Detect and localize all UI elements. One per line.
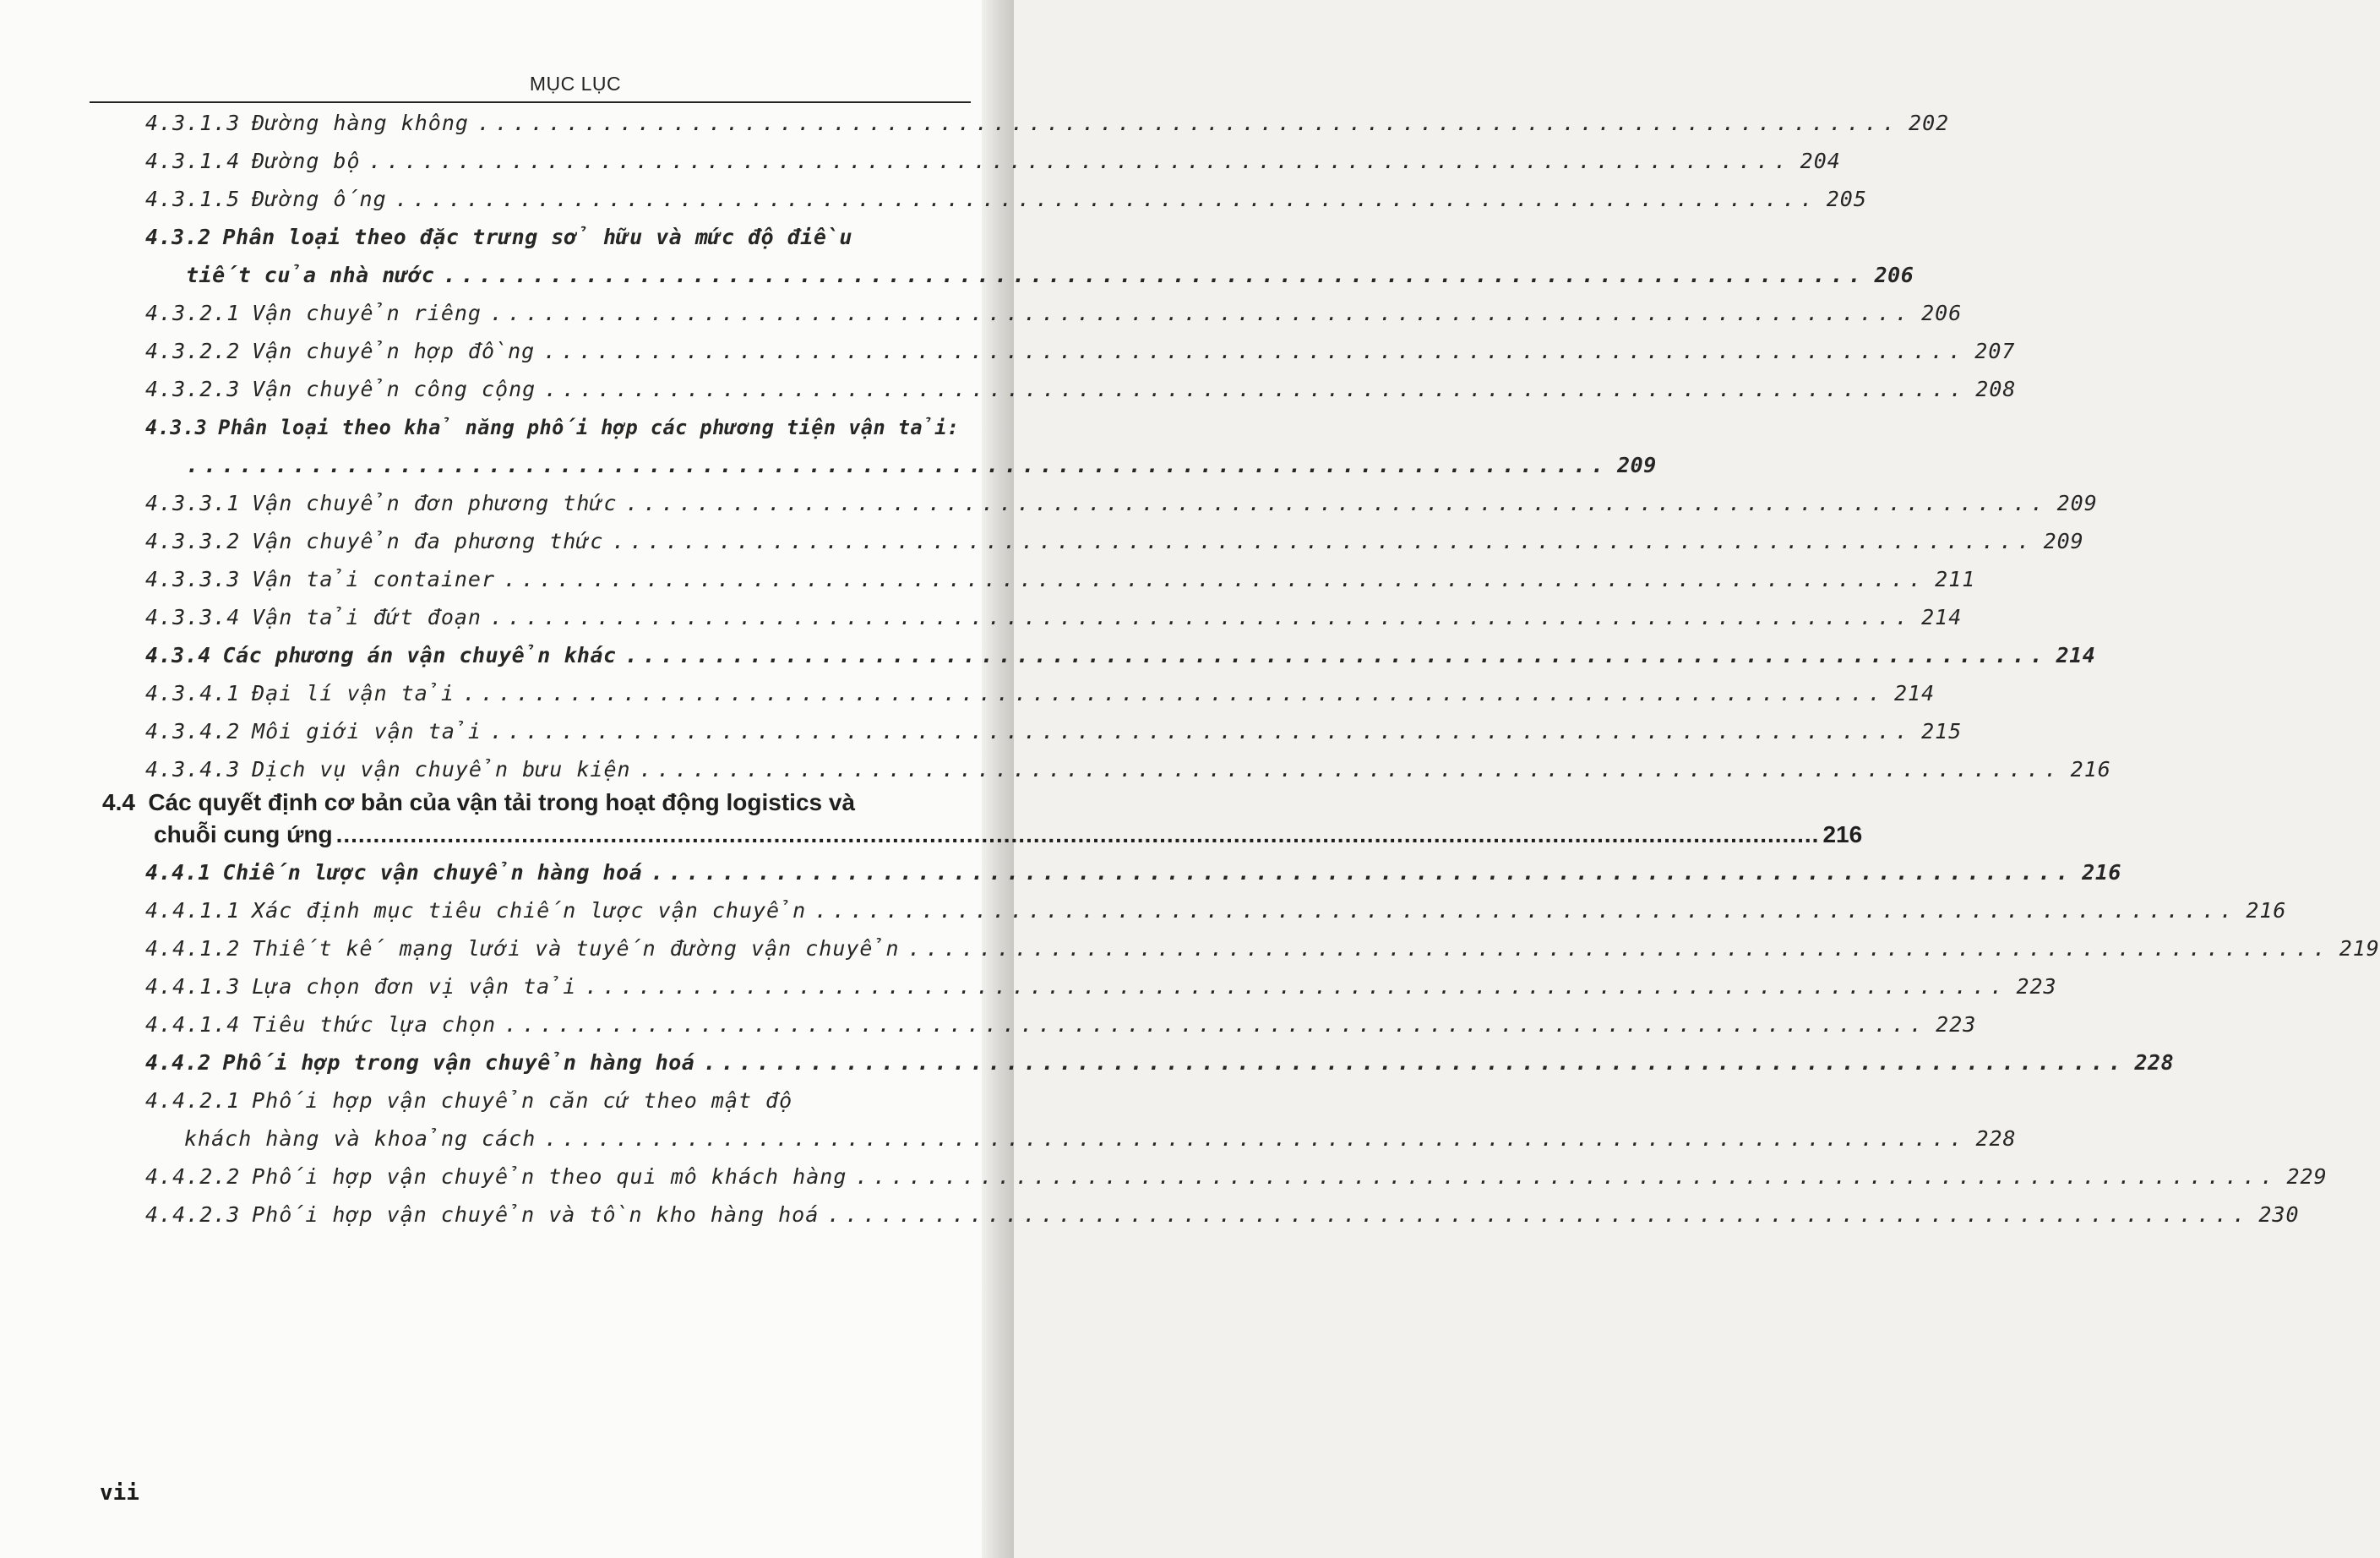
toc-entry-page-number: 205 xyxy=(1826,187,1867,211)
toc-entry-page-number: 216 xyxy=(2246,898,2287,923)
toc-entry-title: Phối hợp trong vận chuyển hàng hoá xyxy=(222,1050,695,1075)
toc-entry[interactable] xyxy=(145,678,1936,709)
toc-entry-page-number: 214 xyxy=(2056,643,2096,667)
dot-leader: ................................................................................ xyxy=(703,1050,2127,1075)
toc-entry-page-number: 209 xyxy=(2043,529,2084,553)
dot-leader: ................................................................................ xyxy=(544,1126,1968,1151)
toc-entry[interactable] xyxy=(145,716,1963,747)
toc-entry-page-number: 229 xyxy=(2286,1164,2328,1189)
toc-entry-page-number: 228 xyxy=(1975,1126,2017,1151)
toc-entry-title: Vận chuyển đơn phương thức xyxy=(252,491,618,515)
dot-leader: ................................................................................ xyxy=(186,453,1609,477)
toc-entry-page-number: 216 xyxy=(1822,821,1863,847)
dot-leader: ................................................................................ xyxy=(462,681,1886,705)
toc-entry[interactable] xyxy=(145,336,2016,367)
toc-entry[interactable] xyxy=(145,146,1841,177)
toc-entry-title: Vận chuyển đa phương thức xyxy=(252,529,604,553)
toc-entry-page-number: 214 xyxy=(1894,681,1936,705)
toc-entry-page-number: 206 xyxy=(1921,301,1963,325)
dot-leader: ................................................................................ xyxy=(651,860,2074,885)
dot-leader: ................................................................................ xyxy=(625,491,2049,515)
toc-entry-page-number: 228 xyxy=(2134,1050,2175,1075)
dot-leader: ................................................................................ xyxy=(827,1202,2251,1227)
toc-entry-title: Xác định mục tiêu chiến lược vận chuyển xyxy=(252,898,807,923)
toc-entry-number: 4.4.2.2 xyxy=(145,1164,241,1189)
toc-entry[interactable] xyxy=(145,488,2098,519)
toc-entry-number: 4.3.1.5 xyxy=(145,187,241,211)
toc-entry-number: 4.3.2 xyxy=(145,225,211,249)
dot-leader: ................................................................................ xyxy=(624,643,2048,667)
toc-entry[interactable] xyxy=(145,1010,1977,1040)
toc-entry-title: Phối hợp vận chuyển theo qui mô khách hàng xyxy=(252,1164,847,1189)
dot-leader: ................................................................................ xyxy=(489,719,1914,744)
toc-entry[interactable] xyxy=(145,896,2287,926)
toc-entry-title: Vận tải đứt đoạn xyxy=(252,605,482,629)
dot-leader: ................................................................................ xyxy=(612,529,2035,553)
toc-entry-number: 4.4 xyxy=(102,789,135,815)
toc-entry-number: 4.3.1.3 xyxy=(145,111,241,135)
toc-entry[interactable] xyxy=(145,972,2057,1002)
toc-entry-number: 4.3.4.1 xyxy=(145,681,241,705)
toc-entry-title: Dịch vụ vận chuyển bưu kiện xyxy=(252,757,631,782)
toc-entry-title: Vận chuyển công cộng xyxy=(252,377,536,401)
dot-leader: ................................................................................ xyxy=(368,149,1792,173)
toc-entry-number: 4.3.3.4 xyxy=(145,605,241,629)
toc-entry-title: Vận tải container xyxy=(252,567,496,591)
toc-entry-page-number: 216 xyxy=(2070,757,2111,782)
toc-entry[interactable] xyxy=(145,1086,969,1116)
toc-entry-number: 4.4.1.2 xyxy=(145,936,241,961)
toc-entry[interactable] xyxy=(145,526,2084,557)
toc-entry-title: Đường hàng không xyxy=(252,111,469,135)
dot-leader: ........................................................................................................................................................................................................ xyxy=(335,821,1820,847)
toc-entry[interactable] xyxy=(145,184,1867,215)
toc-entry-number: 4.4.2.1 xyxy=(145,1088,241,1113)
toc-entry-title: Lựa chọn đơn vị vận tải xyxy=(252,974,577,999)
toc-entry-title: Chiến lược vận chuyển hàng hoá xyxy=(222,860,643,885)
toc-entry-page-number: 230 xyxy=(2258,1202,2300,1227)
toc-entry-number: 4.3.4.2 xyxy=(145,719,241,744)
toc-entry-number: 4.3.4.3 xyxy=(145,757,241,782)
toc-entry-title: Phân loại theo đặc trưng sở hữu và mức độ điều xyxy=(222,225,852,249)
toc-entry-page-number: 219 xyxy=(2339,936,2380,961)
toc-entry-number: 4.3.1.4 xyxy=(145,149,241,173)
toc-entry-page-number: 223 xyxy=(1936,1012,1977,1037)
toc-entry-title: Thiết kế mạng lưới và tuyến đường vận chuyển xyxy=(252,936,900,961)
toc-entry[interactable] xyxy=(145,412,969,443)
toc-entry-title: Môi giới vận tải xyxy=(252,719,482,744)
toc-entry[interactable] xyxy=(145,754,2111,785)
toc-entry[interactable] xyxy=(186,260,1914,291)
toc-entry-page-number: 206 xyxy=(1874,263,1914,287)
toc-entry[interactable] xyxy=(145,298,1963,329)
toc-entry-title: khách hàng và khoảng cách xyxy=(184,1126,536,1151)
toc-entry-page-number: 202 xyxy=(1909,111,1950,135)
toc-entry[interactable] xyxy=(154,818,1863,852)
toc-entry-number: 4.4.2 xyxy=(145,1050,211,1075)
toc-entry[interactable] xyxy=(145,934,2380,964)
toc-entry-page-number: 211 xyxy=(1935,567,1976,591)
dot-leader: ................................................................................ xyxy=(489,301,1914,325)
toc-entry-title: Phối hợp vận chuyển căn cứ theo mật độ xyxy=(252,1088,793,1113)
toc-entry-number: 4.3.3.3 xyxy=(145,567,241,591)
toc-entry-title: Các phương án vận chuyển khác xyxy=(222,643,617,667)
toc-entry-number: 4.4.1.1 xyxy=(145,898,241,923)
dot-leader: ................................................................................ xyxy=(543,339,1967,363)
toc-entry-title: Các quyết định cơ bản của vận tải trong hoạt động logistics và xyxy=(148,789,856,815)
toc-entry-number: 4.3.3.2 xyxy=(145,529,241,553)
toc-entry-title: tiết của nhà nước xyxy=(186,263,435,287)
toc-entry[interactable] xyxy=(102,786,969,820)
toc-entry-title: chuỗi cung ứng xyxy=(154,821,333,847)
toc-entry-title: Phân loại theo khả năng phối hợp các phương tiện vận tải: xyxy=(218,416,960,439)
toc-entry[interactable] xyxy=(145,602,1963,633)
dot-leader: ................................................................................ xyxy=(504,567,1927,591)
toc-entry-number: 4.4.1.3 xyxy=(145,974,241,999)
toc-entry[interactable] xyxy=(145,1200,2300,1230)
toc-entry-title: Vận chuyển hợp đồng xyxy=(252,339,536,363)
dot-leader: ................................................................................ xyxy=(855,1164,2279,1189)
toc-entry-page-number: 204 xyxy=(1800,149,1841,173)
toc-entry-number: 4.3.2.2 xyxy=(145,339,241,363)
toc-entry-page-number: 209 xyxy=(2056,491,2098,515)
toc-entry[interactable] xyxy=(184,1124,2017,1154)
toc-entry-title: Vận chuyển riêng xyxy=(252,301,482,325)
toc-entry-title: Đại lí vận tải xyxy=(252,681,455,705)
toc-entry-title: Phối hợp vận chuyển và tồn kho hàng hoá xyxy=(252,1202,820,1227)
toc-entry[interactable] xyxy=(145,222,969,253)
dot-leader: ................................................................................ xyxy=(544,377,1968,401)
toc-entry-number: 4.4.2.3 xyxy=(145,1202,241,1227)
dot-leader: ................................................................................ xyxy=(504,1012,1928,1037)
dot-leader: ................................................................................ xyxy=(477,111,1901,135)
toc-entry-title: Đường bộ xyxy=(252,149,361,173)
toc-entry-number: 4.3.2.3 xyxy=(145,377,241,401)
toc-entry-page-number: 215 xyxy=(1921,719,1963,744)
toc-entry-title: Đường ống xyxy=(252,187,387,211)
toc-entry-title: Tiêu thức lựa chọn xyxy=(252,1012,497,1037)
dot-leader: ................................................................................ xyxy=(907,936,2331,961)
toc-entry-number: 4.4.1 xyxy=(145,860,211,885)
toc-entry[interactable] xyxy=(145,108,1950,139)
toc-entry[interactable] xyxy=(145,858,2121,888)
page-folio: vii xyxy=(100,1480,139,1506)
toc-entry-number: 4.3.3.1 xyxy=(145,491,241,515)
dot-leader: ................................................................................ xyxy=(443,263,1866,287)
toc-entry-page-number: 209 xyxy=(1617,453,1657,477)
dot-leader: ................................................................................ xyxy=(814,898,2238,923)
toc-entry-number: 4.3.2.1 xyxy=(145,301,241,325)
dot-leader: ................................................................................ xyxy=(395,187,1818,211)
running-head: MỤC LỤC xyxy=(529,73,622,95)
dot-leader: ................................................................................ xyxy=(489,605,1914,629)
toc-entry-number: 4.3.3 xyxy=(145,416,208,439)
toc-entry-number: 4.4.1.4 xyxy=(145,1012,241,1037)
toc-entry-page-number: 223 xyxy=(2016,974,2057,999)
toc-entry[interactable] xyxy=(145,564,1976,595)
toc-entry-number: 4.3.4 xyxy=(145,643,211,667)
toc-entry[interactable] xyxy=(145,1048,2175,1078)
toc-entry[interactable] xyxy=(145,374,2017,405)
toc-entry-page-number: 214 xyxy=(1921,605,1963,629)
toc-entry-page-number: 207 xyxy=(1974,339,2016,363)
toc-entry[interactable] xyxy=(145,640,2096,671)
dot-leader: ................................................................................ xyxy=(585,974,2008,999)
toc-entry-page-number: 216 xyxy=(2082,860,2121,885)
dot-leader: ................................................................................ xyxy=(639,757,2062,782)
toc-entry[interactable] xyxy=(186,450,1657,481)
toc-entry-page-number: 208 xyxy=(1975,377,2017,401)
toc-entry[interactable] xyxy=(145,1162,2328,1192)
